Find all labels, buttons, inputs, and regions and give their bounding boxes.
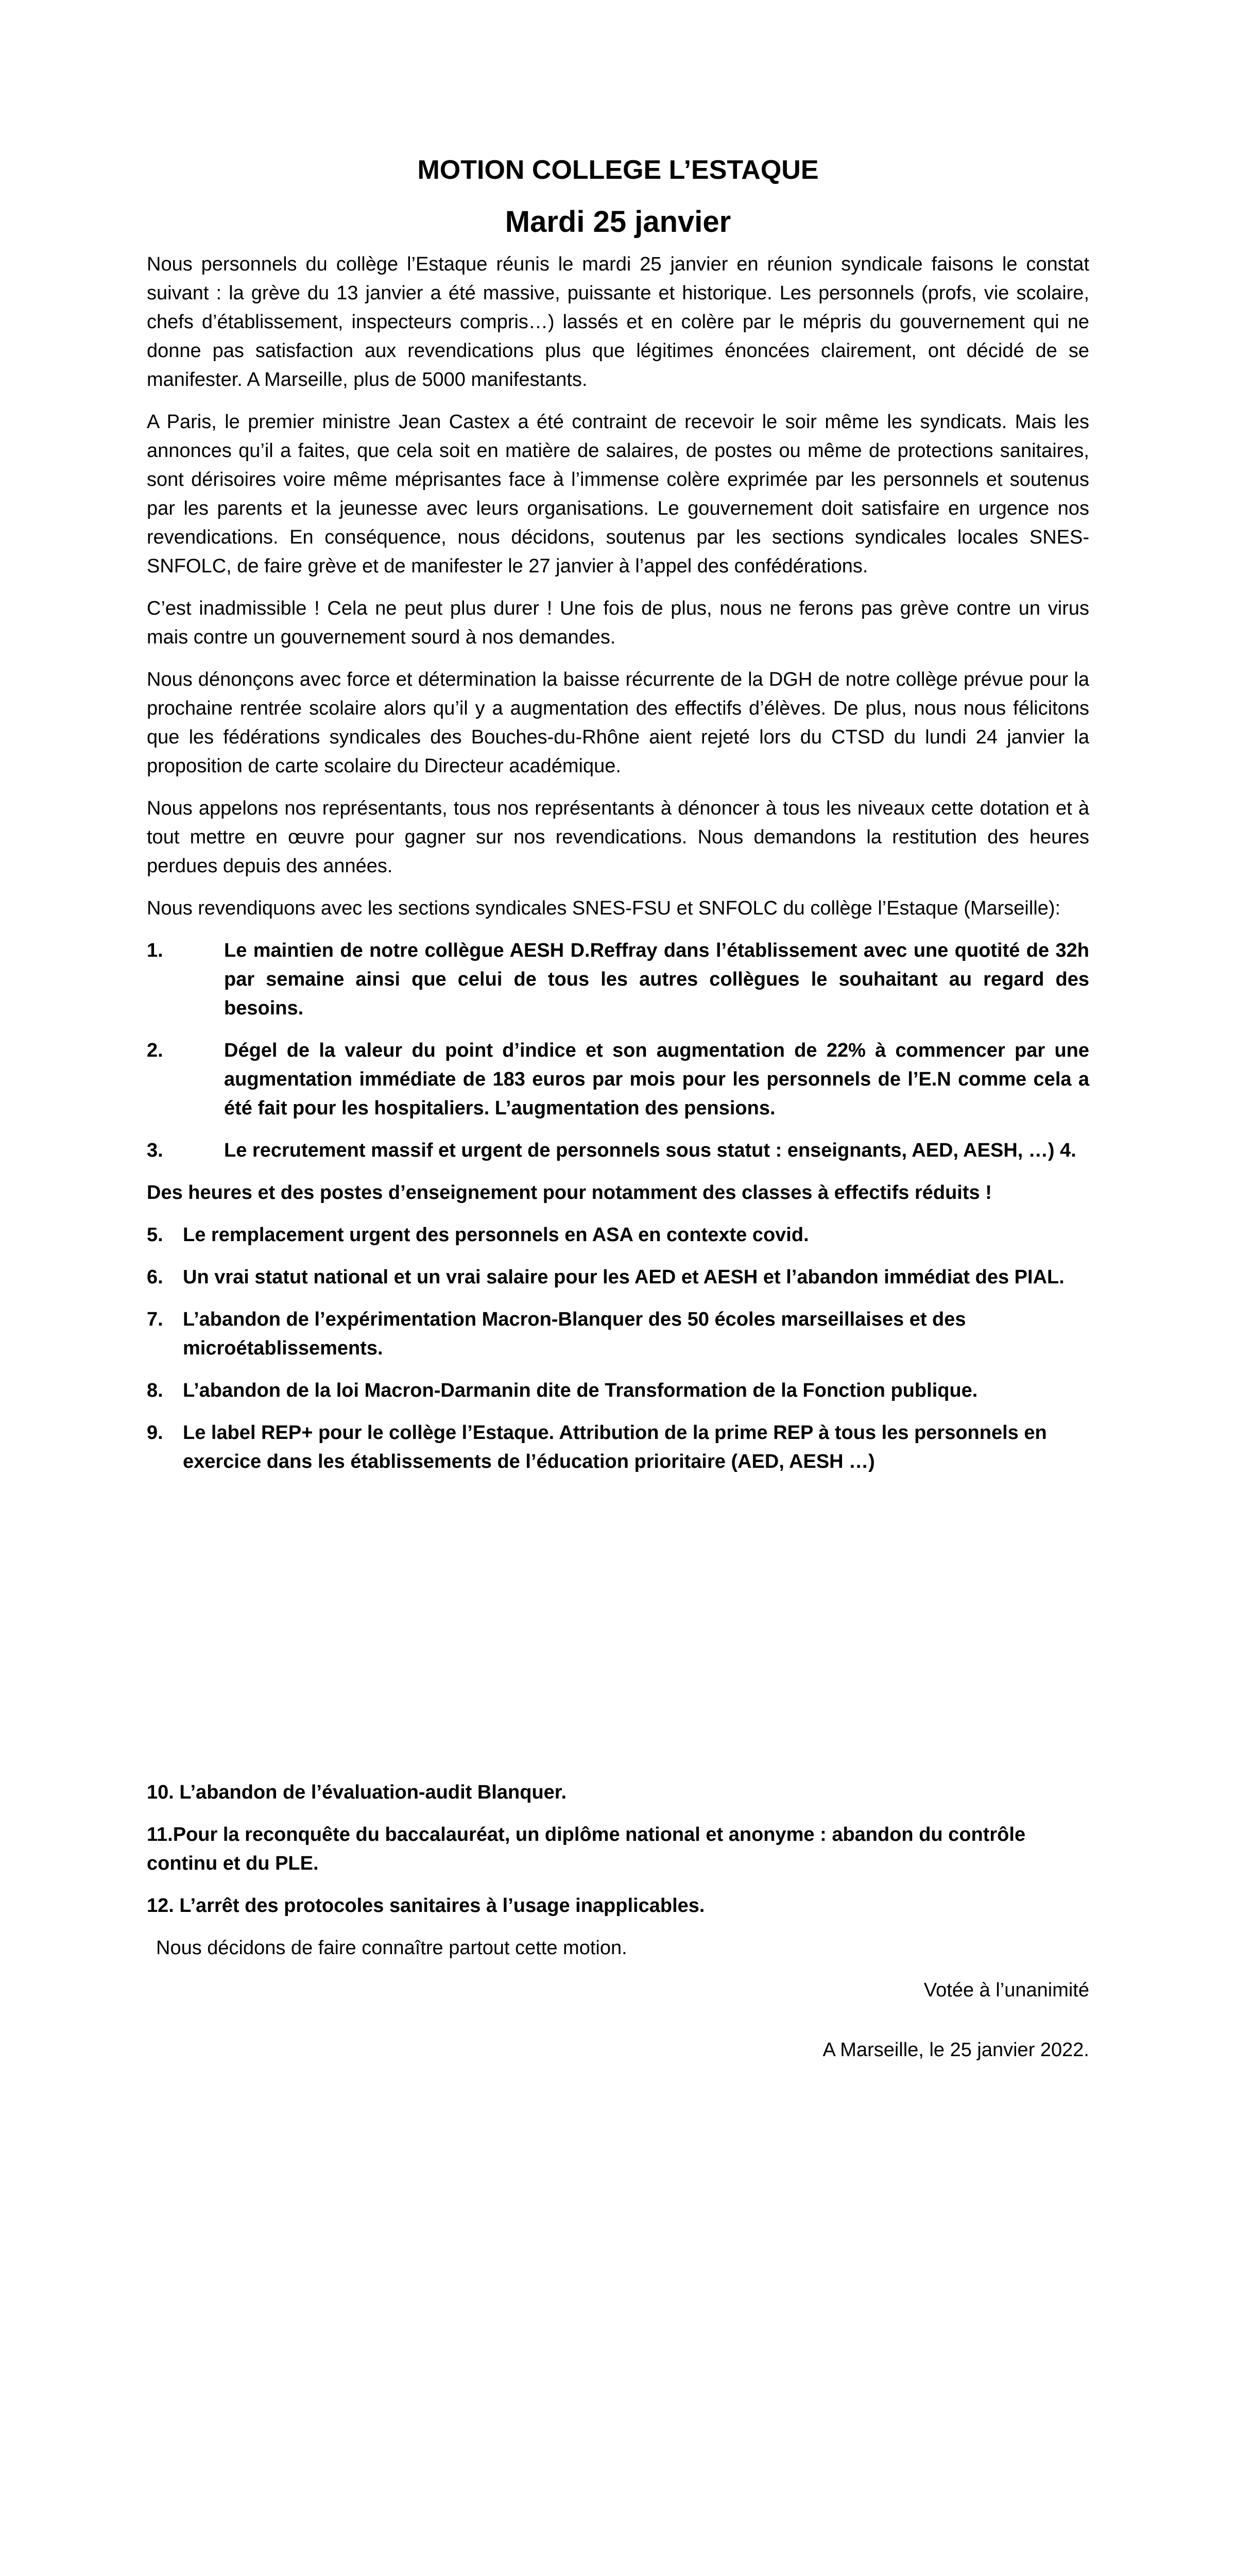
claim-text: Le label REP+ pour le collège l’Estaque. Attribution de la prime REP à tous les personnels en exercice dans les établissements de l’éducation prioritaire (AED, AESH …) [183, 1422, 1047, 1472]
claim-item [147, 936, 1089, 1023]
claim-item [147, 1221, 1089, 1249]
claim-text: Dégel de la valeur du point d’indice et son augmentation de 22% à commencer par une augmentation immédiate de 183 euros par mois pour les personnels de l’E.N comme cela a été fait pour les hospitaliers. L’augmentation des pensions. [224, 1040, 1089, 1119]
blank-space [147, 1489, 1089, 1778]
paragraph: Nous personnels du collège l’Estaque réunis le mardi 25 janvier en réunion syndicale faisons le constat suivant : la grève du 13 janvier a été massive, puissante et historique. Les personnels (profs, vie scolaire, chefs d’établissement, inspecteurs compris…) lassés et en colère par le mépris du gouvernement qui ne donne pas satisfaction aux revendications plus que légitimes énoncées clairement, ont décidé de se manifester. A Marseille, plus de 5000 manifestants. [147, 253, 1089, 391]
vote-result: Votée à l’unanimité [923, 1979, 1089, 2001]
claim-number: 9. [147, 1422, 163, 1444]
claim-number: 3. [147, 1140, 163, 1161]
claim-text: L’abandon de la loi Macron-Darmanin dite de Transformation de la Fonction publique. [183, 1380, 978, 1401]
claim-item [147, 1036, 1089, 1123]
paragraph: Nous dénonçons avec force et détermination la baisse récurrente de la DGH de notre collège prévue pour la prochaine rentrée scolaire alors qu’il y a augmentation des effectifs d’élèves. De plus, nous nous félicitons que les fédérations syndicales des Bouches-du-Rhône aient rejeté lors du CTSD du lundi 24 janvier la proposition de carte scolaire du Directeur académique. [147, 669, 1089, 777]
claim-number: 5. [147, 1224, 163, 1246]
claim-text: Un vrai statut national et un vrai salaire pour les AED et AESH et l’abandon immédiat des PIAL. [183, 1266, 1065, 1288]
claim-number: 2. [147, 1040, 163, 1061]
claim-text: Le maintien de notre collègue AESH D.Reffray dans l’établissement avec une quotité de 32h par semaine ainsi que celui de tous les autres collègues le souhaitant au regard des besoins. [224, 940, 1089, 1019]
claim-text: Le recrutement massif et urgent de personnels sous statut : enseignants, AED, AESH, …) 4. [224, 1140, 1076, 1161]
claim-item [147, 1376, 1089, 1405]
claim-number: 6. [147, 1266, 163, 1288]
claim-item [147, 1418, 1089, 1476]
claim-text: Le remplacement urgent des personnels en ASA en contexte covid. [183, 1224, 809, 1246]
claim-text: L’abandon de l’expérimentation Macron-Blanquer des 50 écoles marseillaises et des microétablissements. [183, 1309, 966, 1359]
claims-intro: Nous revendiquons avec les sections syndicales SNES-FSU et SNFOLC du collège l’Estaque (Marseille): [147, 897, 1061, 919]
claim-number: 7. [147, 1309, 163, 1330]
claim-item [147, 1263, 1089, 1292]
document-body [147, 152, 1089, 2064]
paragraph: Nous appelons nos représentants, tous nos représentants à dénoncer à tous les niveaux cette dotation et à tout mettre en œuvre pour gagner sur nos revendications. Nous demandons la restitution des heures perdues depuis des années. [147, 798, 1089, 877]
claim-number: 1. [147, 940, 163, 961]
claim-item: 11.Pour la reconquête du baccalauréat, un diplôme national et anonyme : abandon du contrôle continu et du PLE. [147, 1824, 1026, 1874]
paragraph: A Paris, le premier ministre Jean Castex a été contraint de recevoir le soir même les syndicats. Mais les annonces qu’il a faites, que cela soit en matière de salaires, de postes ou même de protections sanitaires, sont dérisoires voire même méprisantes face à l’immense colère exprimée par les personnels et soutenus par les parents et la jeunesse avec leurs organisations. Le gouvernement doit satisfaire en urgence nos revendications. En conséquence, nous décidons, soutenus par les sections syndicales locales SNES-SNFOLC, de faire grève et de manifester le 27 janvier à l’appel des confédérations. [147, 411, 1089, 577]
paragraph: C’est inadmissible ! Cela ne peut plus durer ! Une fois de plus, nous ne ferons pas grève contre un virus mais contre un gouvernement sourd à nos demandes. [147, 598, 1089, 648]
document-title: MOTION COLLEGE L’ESTAQUE [417, 155, 819, 185]
place-and-date: A Marseille, le 25 janvier 2022. [822, 2039, 1089, 2061]
claim-item: Des heures et des postes d’enseignement pour notamment des classes à effectifs réduits ! [147, 1182, 992, 1204]
closing-statement: Nous décidons de faire connaître partout cette motion. [156, 1937, 627, 1959]
claim-item: 10. L’abandon de l’évaluation-audit Blanquer. [147, 1782, 567, 1803]
claim-item [147, 1136, 1089, 1165]
date-heading: Mardi 25 janvier [505, 205, 731, 239]
claim-item: 12. L’arrêt des protocoles sanitaires à l’usage inapplicables. [147, 1895, 705, 1917]
claim-number: 8. [147, 1380, 163, 1401]
claim-item [147, 1305, 1089, 1363]
